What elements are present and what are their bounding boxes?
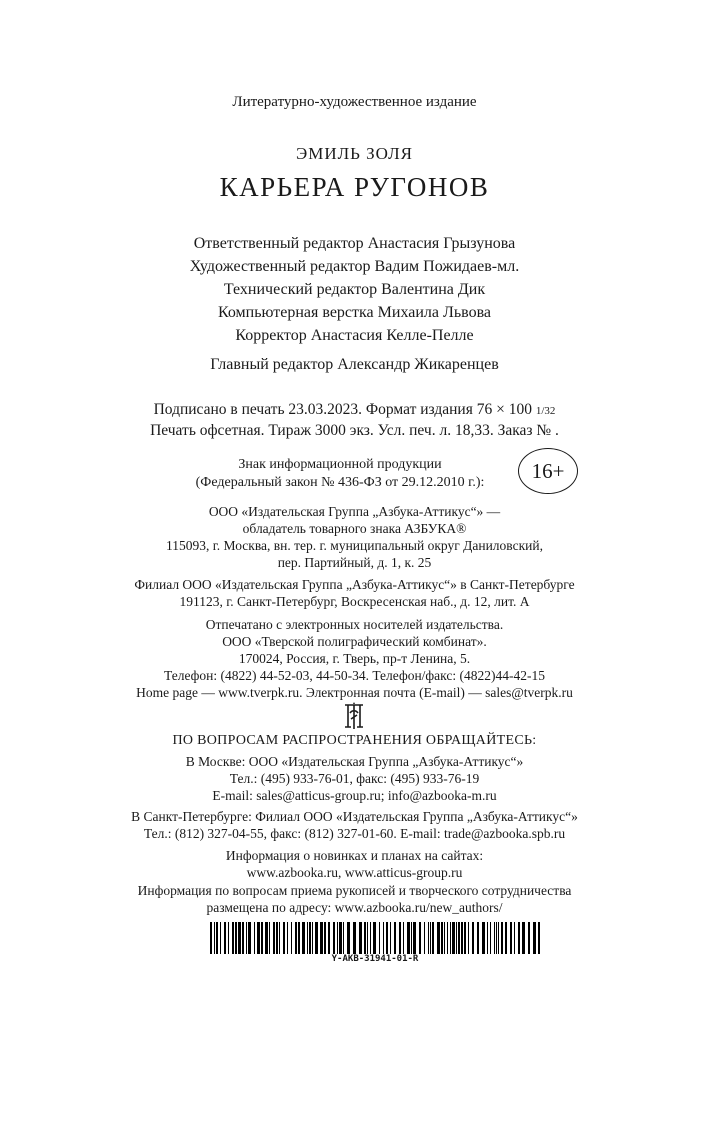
spb-contacts: В Санкт-Петербурге: Филиал ООО «Издательская Группа „Азбука-Аттикус“» Тел.: (812) 327-04-55, факс: (812) 327-01-60. E-mail: trade@azbooka.spb.ru: [131, 809, 578, 841]
credit-line: Технический редактор Валентина Дик: [223, 281, 486, 298]
print-info: [0, 400, 709, 441]
credit-line: Корректор Анастасия Келле-Пелле: [235, 327, 474, 344]
barcode-image: [210, 922, 540, 954]
edition-type: Литературно-художественное издание: [232, 94, 477, 110]
print-info-line2: Печать офсетная. Тираж 3000 экз. Усл. печ. л. 18,33. Заказ № .: [150, 422, 559, 439]
barcode-code: Y-AKB-31941-01-R: [331, 954, 419, 964]
credits-block: [0, 232, 709, 347]
credit-line: Ответственный редактор Анастасия Грызунова: [193, 235, 516, 252]
print-info-line1: Подписано в печать 23.03.2023. Формат издания 76 × 100 1/32: [153, 401, 556, 418]
credit-line: Компьютерная верстка Михаила Львова: [217, 304, 492, 321]
publisher-block: ООО «Издательская Группа „Азбука-Аттикус“» — обладатель товарного знака АЗБУКА® 115093, г. Москва, вн. тер. г. муниципальный округ Даниловский, пер. Партийный, д. 1, к. 25: [166, 504, 543, 570]
format-fraction: 1/32: [535, 405, 556, 417]
manuscripts-info: Информация по вопросам приема рукописей и творческого сотрудничества размещена по адресу: www.azbooka.ru/new_authors/: [137, 883, 572, 915]
book-title: КАРЬЕРА РУГОНОВ: [219, 172, 490, 202]
publisher-monogram-icon: [342, 701, 366, 731]
author-name: ЭМИЛЬ ЗОЛЯ: [296, 144, 413, 163]
age-rating-badge: 16+: [518, 448, 578, 494]
filial-block: Филиал ООО «Издательская Группа „Азбука-Аттикус“» в Санкт-Петербурге 191123, г. Санкт-Петербург, Воскресенская наб., д. 12, лит. А: [134, 577, 575, 609]
moscow-contacts: В Москве: ООО «Издательская Группа „Азбука-Аттикус“» Тел.: (495) 933-76-01, факс: (495) 933-76-19 E-mail: sales@atticus-group.ru; info@azbooka-m.ru: [185, 754, 524, 803]
chief-editor: Главный редактор Александр Жикаренцев: [210, 356, 499, 373]
info-sign-text: Знак информационной продукции (Федеральный закон № 436-ФЗ от 29.12.2010 г.):: [195, 457, 485, 490]
credit-line: Художественный редактор Вадим Пожидаев-мл.: [189, 258, 520, 275]
printer-block: Отпечатано с электронных носителей издательства. ООО «Тверской полиграфический комбинат». 170024, Россия, г. Тверь, пр-т Ленина, 5. Телефон: (4822) 44-52-03, 44-50-34. Телефон/факс: (4822)44-42-15 Home page — www.tverpk.ru. Электронная почта (E-mail) — sales@tverpk.ru: [136, 617, 573, 700]
news-info: Информация о новинках и планах на сайтах: www.azbooka.ru, www.atticus-group.ru: [225, 848, 484, 880]
distribution-heading: ПО ВОПРОСАМ РАСПРОСТРАНЕНИЯ ОБРАЩАЙТЕСЬ:: [172, 733, 537, 748]
